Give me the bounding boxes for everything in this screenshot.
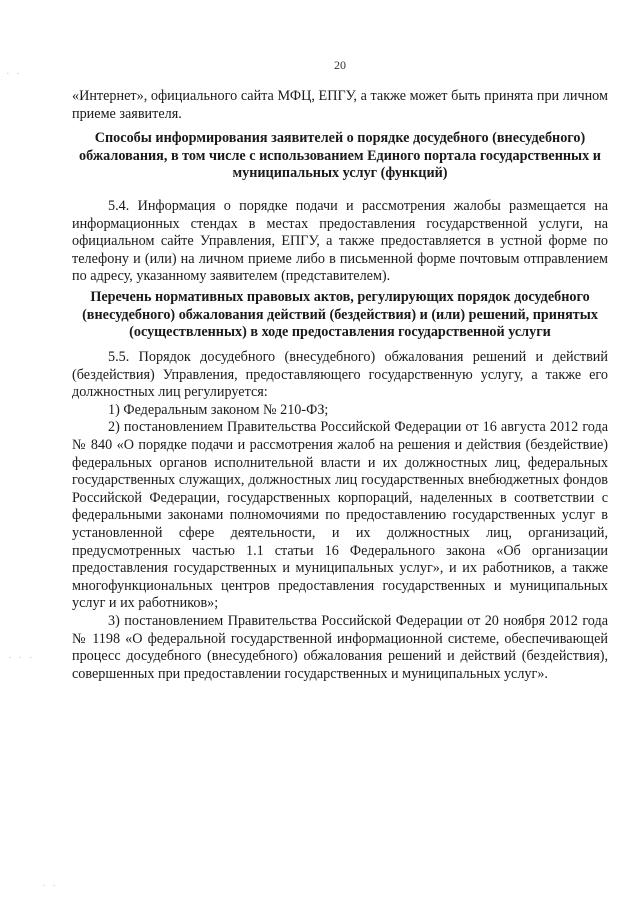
- paragraph-5-5-intro: 5.5. Порядок досудебного (внесудебного) обжалования решений и действий (бездействия) Управления, предоставляющего государственную услугу, а также его должностных лиц регулируется:: [72, 349, 608, 401]
- continuation-text: «Интернет», официального сайта МФЦ, ЕПГУ, а также может быть принята при личном приеме заявителя.: [72, 88, 608, 122]
- page-number: 20: [334, 58, 346, 72]
- scan-artifact: · ·: [6, 68, 23, 80]
- legal-act-item: 2) постановлением Правительства Российской Федерации от 16 августа 2012 года № 840 «О порядке подачи и рассмотрения жалоб на решения и действия (бездействие) федеральных органов исполнительной власти и их должностных лиц, федеральных государственных служащих, должностных лиц государственных внебюджетных фондов Российской Федерации, государственных корпораций, наделенных в соответствии с федеральными законами полномочиями по предоставлению государственных услуг в установленной сфере деятельности, и их должностных лиц, организаций, предусмотренных частью 1.1 статьи 16 Федерального закона «Об организации предоставления государственных и муниципальных услуг», и их работников, а также многофункциональных центров предоставления государственных и муниципальных услуг и их работников»;: [72, 419, 608, 612]
- section-informing-body: [72, 198, 608, 286]
- legal-act-item: 3) постановлением Правительства Российской Федерации от 20 ноября 2012 года № 1198 «О федеральной государственной информационной системе, обеспечивающей процесс досудебного (внесудебного) обжалования решений и действий (бездействия), совершенных при предоставлении государственных и муниципальных услуг».: [72, 612, 608, 682]
- continuation-paragraph: [72, 88, 608, 123]
- section-legal-acts-body: [72, 349, 608, 683]
- section-heading-legal-acts: Перечень нормативных правовых актов, регулирующих порядок досудебного (внесудебного) обжалования действий (бездействия) и (или) решений, принятых (осуществленных) в ходе предоставления государственной услуги: [82, 289, 598, 341]
- scan-artifact: · · ·: [8, 652, 35, 664]
- scan-artifact: · ·: [42, 880, 59, 892]
- section-heading-informing: Способы информирования заявителей о порядке досудебного (внесудебного) обжалования, в том числе с использованием Единого портала государственных и муниципальных услуг (функций): [79, 130, 601, 182]
- paragraph-5-4: 5.4. Информация о порядке подачи и рассмотрения жалобы размещается на информационных стендах в местах предоставления государственной услуги, на официальном сайте Управления, ЕПГУ, а также предоставляется в устной форме по телефону и (или) на личном приеме либо в письменной форме почтовым отправлением по адресу, указанному заявителем (представителем).: [72, 198, 608, 285]
- legal-act-item: 1) Федеральным законом № 210-ФЗ;: [108, 401, 329, 418]
